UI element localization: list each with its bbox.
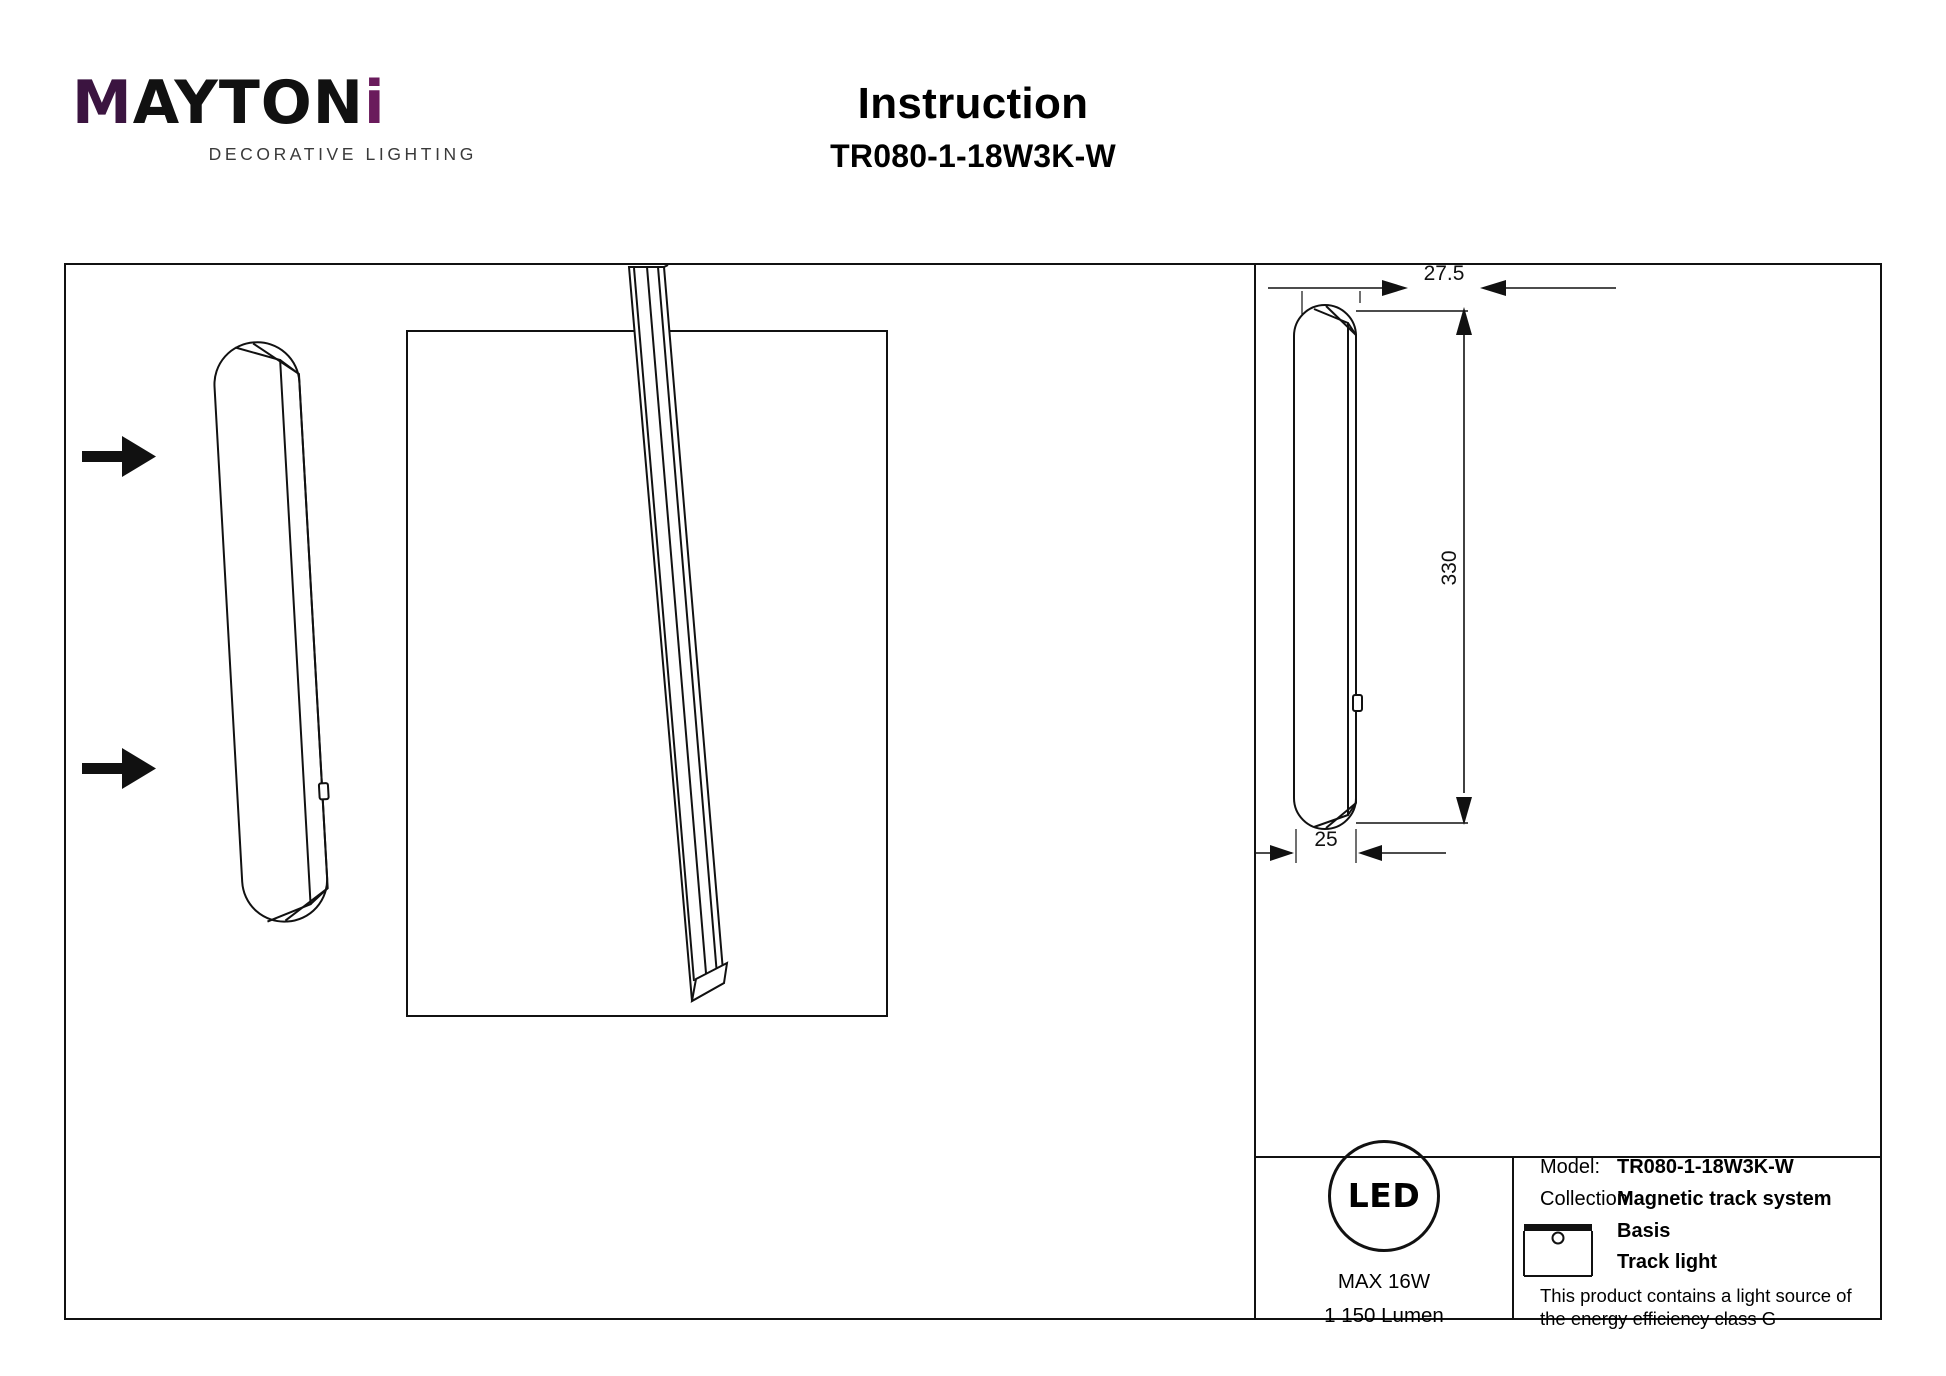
page-header [0,0,1946,230]
info-series-value: Basis [1617,1220,1671,1242]
info-model-value: TR080-1-18W3K-W [1617,1156,1794,1178]
brand-name-suffix: i [364,68,386,138]
info-type-value: Track light [1617,1251,1718,1273]
led-max-power: MAX 16W [1337,1270,1431,1293]
brand-logo [72,68,482,165]
info-collection-value: Magnetic track system [1617,1188,1832,1210]
page-model-code: TR080-1-18W3K-W [830,138,1116,174]
brand-tagline: DECORATIVE LIGHTING [208,144,477,164]
arrow-install-1 [82,436,156,477]
page-title: Instruction [857,79,1089,128]
dim-width-top-label: 27.5 [1423,263,1465,285]
dim-width-bottom-label: 25 [1314,828,1338,851]
led-luminous-flux: 1 150 Lumen [1324,1304,1444,1327]
dimension-svg [1256,263,1882,1094]
brand-name-middle: AYTON [132,68,365,138]
product-info-block [1514,1156,1882,1329]
installation-drawing [64,263,1190,1320]
led-badge-label: LED [1347,1176,1421,1215]
info-collection-label: Collection: [1540,1188,1634,1210]
dim-height-label: 330 [1438,550,1461,586]
brand-name [72,68,482,138]
led-spec-block [1256,1158,1512,1327]
arrow-install-2 [82,748,156,789]
brand-name-prefix: M [72,68,133,138]
energy-class-note: This product contains a light source of the energy efficiency class G [1540,1285,1852,1329]
track-light-icon [1518,1214,1582,1274]
installation-illustration [64,263,1190,1320]
info-model-label: Model: [1540,1156,1601,1178]
dimension-drawing [1256,263,1882,1094]
